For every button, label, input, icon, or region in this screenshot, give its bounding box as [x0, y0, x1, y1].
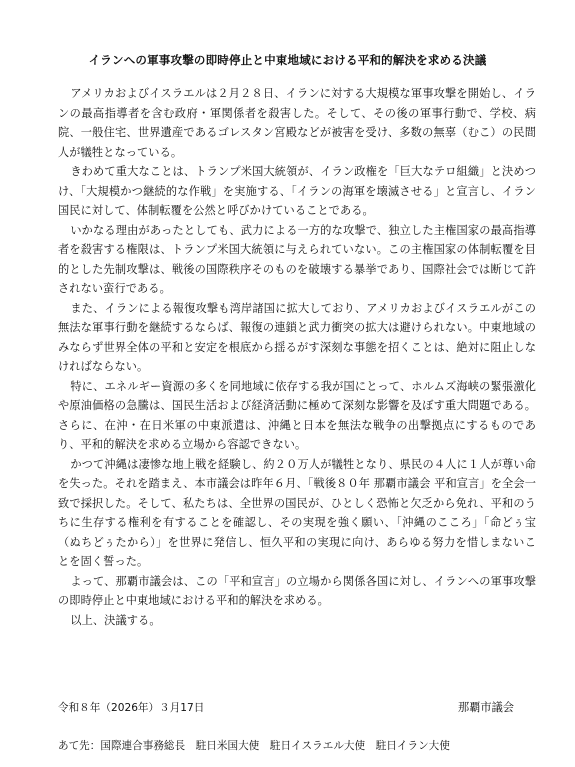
resolution-date: 令和８年（2026年）３月17日	[58, 702, 205, 714]
paragraph-energy-impact: 特に、エネルギー資源の多くを同地域に依存する我が国にとって、ホルムズ海峡の緊張激化や原油価格の急騰は、国民生活および経済活動に極めて深刻な影響を及ぼす重大問題である。さらに、在沖・在日米軍の中東派遣は、沖縄と日本を無法な戦争の出撃拠点にするものであり、平和的解決を求める立場から容認できない。	[58, 379, 536, 451]
paragraph-attack-overview: アメリカおよびイスラエルは２月２８日、イランに対する大規模な軍事攻撃を開始し、イランの最高指導者を含む政府・軍関係者を殺害した。そして、その後の軍事行動で、学校、病院、一般住宅、世界遺産であるゴレスタン宮殿などが被害を受け、多数の無辜（むこ）の民間人が犠牲となっている。	[58, 87, 536, 159]
issuing-organization: 那覇市議会	[458, 701, 514, 714]
paragraph-demand: よって、那覇市議会は、この「平和宣言」の立場から関係各国に対し、イランへの軍事攻撃の即時停止と中東地域における平和的解決を求める。	[58, 574, 536, 607]
paragraph-us-president-statement: きわめて重大なことは、トランプ米国大統領が、イラン政権を「巨大なテロ組織」と決めつけ、「大規模かつ継続的な作戦」を実施する、「イランの海軍を壊滅させる」と宣言し、イラン国民に対して、体制転覆を公然と呼びかけていることである。	[58, 165, 536, 217]
paragraph-closing: 以上、決議する。	[70, 613, 161, 627]
document-title: イランへの軍事攻撃の即時停止と中東地域における平和的解決を求める決議	[88, 53, 487, 67]
signature-row	[58, 700, 514, 716]
paragraph-sovereignty: いかなる理由があったとしても、武力による一方的な攻撃で、独立した主権国家の最高指導者を殺害する権限は、トランプ米国大統領に与えられていない。この主権国家の体制転覆を目的とした先制攻撃は、戦後の国際秩序そのものを破壊する暴挙であり、国際社会では断じて許されない蛮行である。	[58, 223, 536, 295]
paragraph-okinawa-history: かつて沖縄は凄惨な地上戦を経験し、約２０万人が犠牲となり、県民の４人に１人が尊い命を失った。それを踏まえ、本市議会は昨年６月、「戦後８０年 那覇市議会 平和宣言」を全会一致で採択した。そして、私たちは、全世界の国民が、ひとしく恐怖と欠乏から免れ、平和のうちに生存する権利を有することを確認し、その実現を強く願い、「沖縄のこころ」「命どぅ宝（ぬちどぅたから）」を世界に発信し、恒久平和の実現に向け、あらゆる努力を惜しまないことを固く誓った。	[58, 457, 536, 568]
resolution-body	[58, 84, 536, 630]
recipients-line: あて先：国際連合事務総長 駐日米国大使 駐日イスラエル大使 駐日イラン大使	[58, 740, 450, 752]
paragraph-escalation: また、イランによる報復攻撃も湾岸諸国に拡大しており、アメリカおよびイスラエルがこの無法な軍事行動を継続するならば、報復の連鎖と武力衝突の拡大は避けられない。中東地域のみならず世界全体の平和と安定を根底から揺るがす深刻な事態を招くことは、絶対に阻止しなければならない。	[58, 301, 536, 373]
